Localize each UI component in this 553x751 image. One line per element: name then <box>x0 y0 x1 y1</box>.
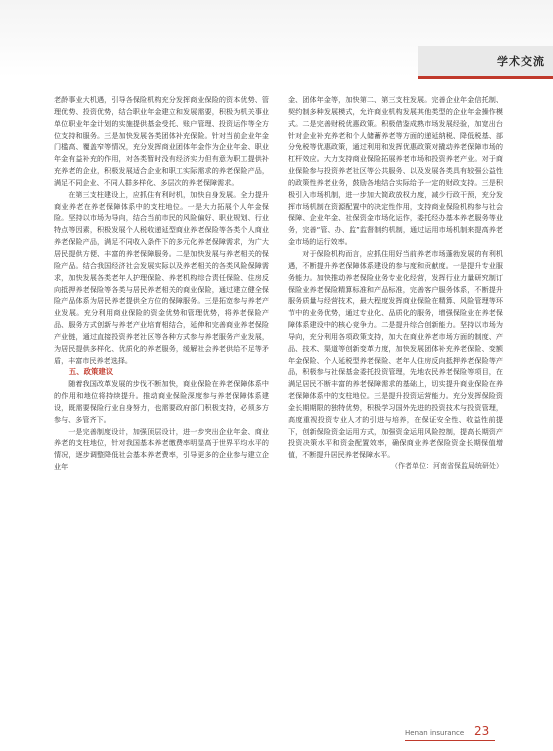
paragraph: 老龄事业大机遇，引导各保险机构充分发挥商业保险的资本优势、管理优势、投资优势，结合职业年金建立和发展需要，积极为机关事业单位职业年金计划的实施提供基金受托、账户管理、投资运作等全方位支持和服务。三是加快发展各类团体补充保险。针对当前企业年金门槛高、覆盖窄等情况，充分发挥商业团体年金作为企业年金、职业年金有益补充的作用，对各类暂时没有经济实力但有意为职工提供补充养老的企业，积极发展适合企业和职工实际需求的养老保险产品，满足不同企业、不同人群多样化、多层次的养老保障需求。 <box>54 95 269 187</box>
section-accent-bar <box>418 76 553 79</box>
section-label: 学术交流 <box>497 55 545 68</box>
magazine-name: Henan insurance <box>405 729 465 737</box>
page-number: 23 <box>474 724 490 738</box>
author-affiliation: （作者单位：河南省保监局统研处） <box>391 462 503 471</box>
paragraph: 随着我国改革发展的步伐不断加快，商业保险在养老保障体系中的作用和地位将持续提升。推动商业保险深度参与养老保障体系建设，既需要保险行业自身努力，也需要政府部门积极支持，必须多方参与、多管齐下。 <box>54 379 269 424</box>
paragraph: 一是完善制度设计，加强顶层设计，进一步突出企业年金、商业养老的支柱地位，针对我国基本养老缴费率明显高于世界平均水平的情况，逐步调整降低社会基本养老费率，引导更多的企业参与建立企业年 <box>54 426 269 472</box>
right-column <box>288 94 503 473</box>
paragraph: 金、团体年金等，加快第二、第三支柱发展。完善企业年金信托制、契约制多种发展模式，允许商业机构发展其他类型的企业年金操作模式。二是完善财税优惠政策。积极借鉴成熟市场发展经验，加宽出台针对企业补充养老和个人储蓄养老等方面的递延纳税、降低税基、部分免税等优惠政策，通过利用和发挥优惠政策对撬动养老保障市场的杠杆效应。大力支持商业保险拓展养老市场和投资养老产业。对于商业保险参与投资养老社区等公共服务、以及发展各类具有较强公益性的政策性养老业务，鼓励各地结合实际给予一定的财政支持。三是积极引入市场机制，进一步加大简政放权力度，减少行政干预，充分发挥市场机制在资源配置中的决定性作用，支持商业保险机构参与社会保障、企业年金、社保资金市场化运作，委托经办基本养老服务等业务，完善“管、办、监”监督制约机制，通过运用市场机制来提高养老金市场的运行效率。 <box>288 95 503 247</box>
footer-rule <box>405 740 495 741</box>
section-heading: 五、政策建议 <box>68 367 114 377</box>
left-column <box>54 94 269 473</box>
paragraph: 对于保险机构而言，应抓住用好当前养老市场蓬勃发展的有利机遇，不断提升养老保障体系建设的参与度和贡献度。一是提升专业服务能力。加快推动养老保险业务专业化经营，发挥行业力量研究制订保险业养老保险精算标准和产品标准，完善客户服务体系，不断提升服务质量与经营技术，最大程度发挥商业保险在精算、风险管理等环节中的业务优势，通过专业化、品质化的服务，增强保险业在养老保障体系建设中的核心竞争力。二是提升综合创新能力。坚持以市场为导向，充分利用各项政策支持，加大在商业养老市场方面的制度、产品、技术、渠道等创新变革力度，加快发展团体补充养老保险、变额年金保险、个人延税型养老保险、老年人住房反向抵押养老保险等产品，积极参与社保基金委托投资管理，先地农民养老保险等项目，在满足居民不断丰富的养老保障需求的基础上，切实提升商业保险在养老保障体系中的支柱地位。三是提升投资运营能力。充分发挥保险资金长期期限的独特优势，积极学习国外先进的投资技术与投资管理，高度重视投资专业人才的引进与培养，在保证安全性、收益性前提下，创新保险资金运用方式，加强资金运用风险控制，提高长期资产投资决策水平和资金配置效率，确保商业养老保险资金长期保值增值，不断提升居民养老保障水平。 <box>288 248 503 460</box>
paragraph: 在第三支柱建设上，应抓住有利时机，加快自身发展。全力提升商业养老在养老保障体系中的支柱地位。一是大力拓展个人年金保险。坚持以市场为导向，结合当前市民的风险偏好、职业规划、行业特点等因素，积极发展个人税收递延型商业养老保险等各类个人商业养老保险产品，满足不同收入条件下的多元化养老保障需求，为广大居民提供方便、丰富的养老保障服务。二是加快发展与养老相关的保险产品。结合我国经济社会发展实际以及养老相关的各类风险保障需求，加快发展各类老年人护理保险、养老机构综合责任保险、住房反向抵押养老保险等各类与居民养老相关的商业保险，通过建立健全保险产品体系为居民养老提供全方位的保障服务。三是拓宽参与养老产业发展。充分利用商业保险的资金优势和管理优势，将养老保险产品、服务方式创新与养老产业培育相结合，延伸和完善商业养老保险产业链，通过直接投资养老社区等各种方式参与养老服务产业发展，为居民提供多样化、优质化的养老服务，缓解社会养老供给不足等矛盾，丰富市民养老选择。 <box>54 189 269 365</box>
